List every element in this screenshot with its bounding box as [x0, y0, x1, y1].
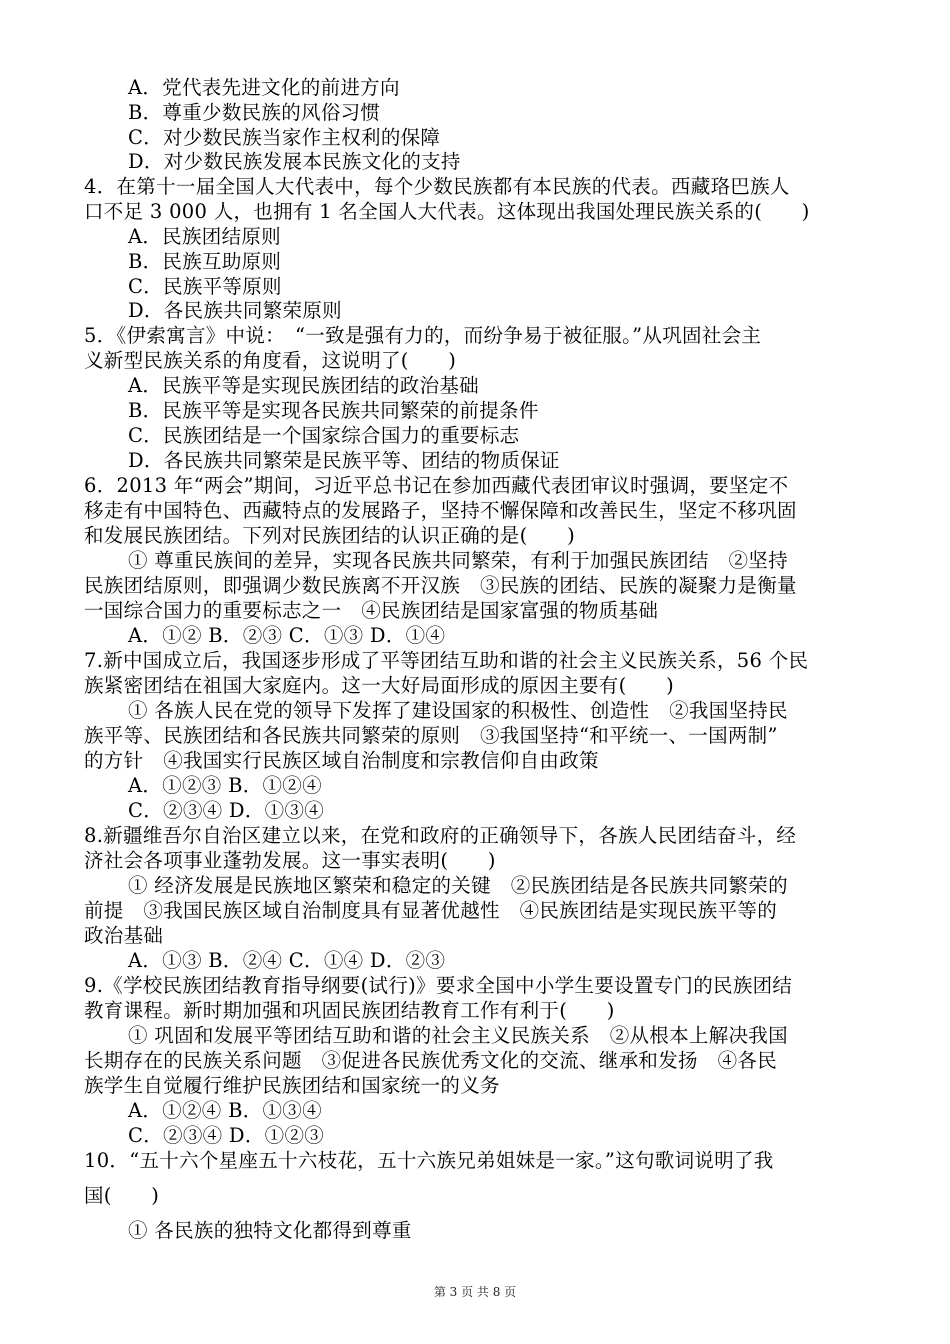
answer-option: C．对少数民族当家作主权利的保障 [128, 126, 441, 149]
answer-option: A．民族团结原则 [128, 225, 281, 248]
question-text-line: 义新型民族关系的角度看，这说明了( ) [84, 349, 457, 372]
question-text-line: 10．“五十六个星座五十六枝花，五十六族兄弟姐妹是一家。”这句歌词说明了我 [84, 1149, 774, 1172]
answer-option: B．民族互助原则 [128, 250, 282, 273]
question-text-line: 9.《学校民族团结教育指导纲要(试行)》要求全国中小学生要设置专门的民族团结 [84, 974, 793, 997]
answer-option: C．民族平等原则 [128, 275, 282, 298]
answer-option: D．对少数民族发展本民族文化的支持 [128, 150, 461, 173]
answer-option: B．尊重少数民族的风俗习惯 [128, 101, 381, 124]
question-text-line: ① 尊重民族间的差异，实现各民族共同繁荣，有利于加强民族团结 ②坚持 [128, 549, 788, 572]
question-text-line: 的方针 ④我国实行民族区域自治制度和宗教信仰自由政策 [84, 749, 599, 772]
question-text-line: 族平等、民族团结和各民族共同繁荣的原则 ③我国坚持“和平统一、一国两制” [84, 724, 778, 747]
question-text-line: 7.新中国成立后，我国逐步形成了平等团结互助和谐的社会主义民族关系，56 个民 [84, 649, 809, 672]
answer-option: A．①②④ B．①③④ [128, 1099, 322, 1122]
answer-option: A．①② B．②③ C．①③ D．①④ [128, 624, 446, 647]
question-text-line: 国( ) [84, 1184, 160, 1207]
answer-option: C．②③④ D．①③④ [128, 799, 325, 822]
answer-option: A．①②③ B．①②④ [128, 774, 322, 797]
answer-option: A．民族平等是实现民族团结的政治基础 [128, 374, 479, 397]
question-text-line: 口不足 3 000 人，也拥有 1 名全国人大代表。这体现出我国处理民族关系的( ) [84, 200, 810, 223]
page-footer: 第 3 页 共 8 页 [433, 1285, 517, 1299]
question-text-line: 长期存在的民族关系问题 ③促进各民族优秀文化的交流、继承和发扬 ④各民 [84, 1049, 778, 1072]
answer-option: B．民族平等是实现各民族共同繁荣的前提条件 [128, 399, 539, 422]
question-text-line: 济社会各项事业蓬勃发展。这一事实表明( ) [84, 849, 496, 872]
answer-option: D．各民族共同繁荣原则 [128, 299, 342, 322]
answer-option: A．①③ B．②④ C．①④ D．②③ [128, 949, 446, 972]
question-text-line: 4．在第十一届全国人大代表中，每个少数民族都有本民族的代表。西藏珞巴族人 [84, 175, 790, 198]
question-text-line: 族学生自觉履行维护民族团结和国家统一的义务 [84, 1074, 500, 1097]
question-text-line: ① 经济发展是民族地区繁荣和稳定的关键 ②民族团结是各民族共同繁荣的 [128, 874, 788, 897]
answer-option: A．党代表先进文化的前进方向 [128, 76, 400, 99]
question-text-line: ① 各族人民在党的领导下发挥了建设国家的积极性、创造性 ②我国坚持民 [128, 699, 788, 722]
question-text-line: 移走有中国特色、西藏特点的发展路子，坚持不懈保障和改善民生，坚定不移巩固 [84, 499, 797, 522]
question-text-line: 民族团结原则，即强调少数民族离不开汉族 ③民族的团结、民族的凝聚力是衡量 [84, 574, 797, 597]
question-text-line: 5．《伊索寓言》中说： “一致是强有力的，而纷争易于被征服。”从巩固社会主 [84, 324, 762, 347]
answer-option: C．②③④ D．①②③ [128, 1124, 325, 1147]
question-text-line: 和发展民族团结。下列对民族团结的认识正确的是( ) [84, 524, 576, 547]
question-text-line: ① 各民族的独特文化都得到尊重 [128, 1219, 412, 1242]
question-text-line: 一国综合国力的重要标志之一 ④民族团结是国家富强的物质基础 [84, 599, 659, 622]
question-text-line: 族紧密团结在祖国大家庭内。这一大好局面形成的原因主要有( ) [84, 674, 675, 697]
question-text-line: 政治基础 [84, 924, 164, 947]
answer-option: D．各民族共同繁荣是民族平等、团结的物质保证 [128, 449, 560, 472]
question-text-line: 8.新疆维吾尔自治区建立以来，在党和政府的正确领导下，各族人民团结奋斗，经 [84, 824, 797, 847]
answer-option: C．民族团结是一个国家综合国力的重要标志 [128, 424, 520, 447]
question-text-line: 教育课程。新时期加强和巩固民族团结教育工作有利于( ) [84, 999, 615, 1022]
question-text-line: 前提 ③我国民族区域自治制度具有显著优越性 ④民族团结是实现民族平等的 [84, 899, 778, 922]
question-text-line: ① 巩固和发展平等团结互助和谐的社会主义民族关系 ②从根本上解决我国 [128, 1024, 788, 1047]
question-text-line: 6．2013 年“两会”期间，习近平总书记在参加西藏代表团审议时强调，要坚定不 [84, 474, 789, 497]
